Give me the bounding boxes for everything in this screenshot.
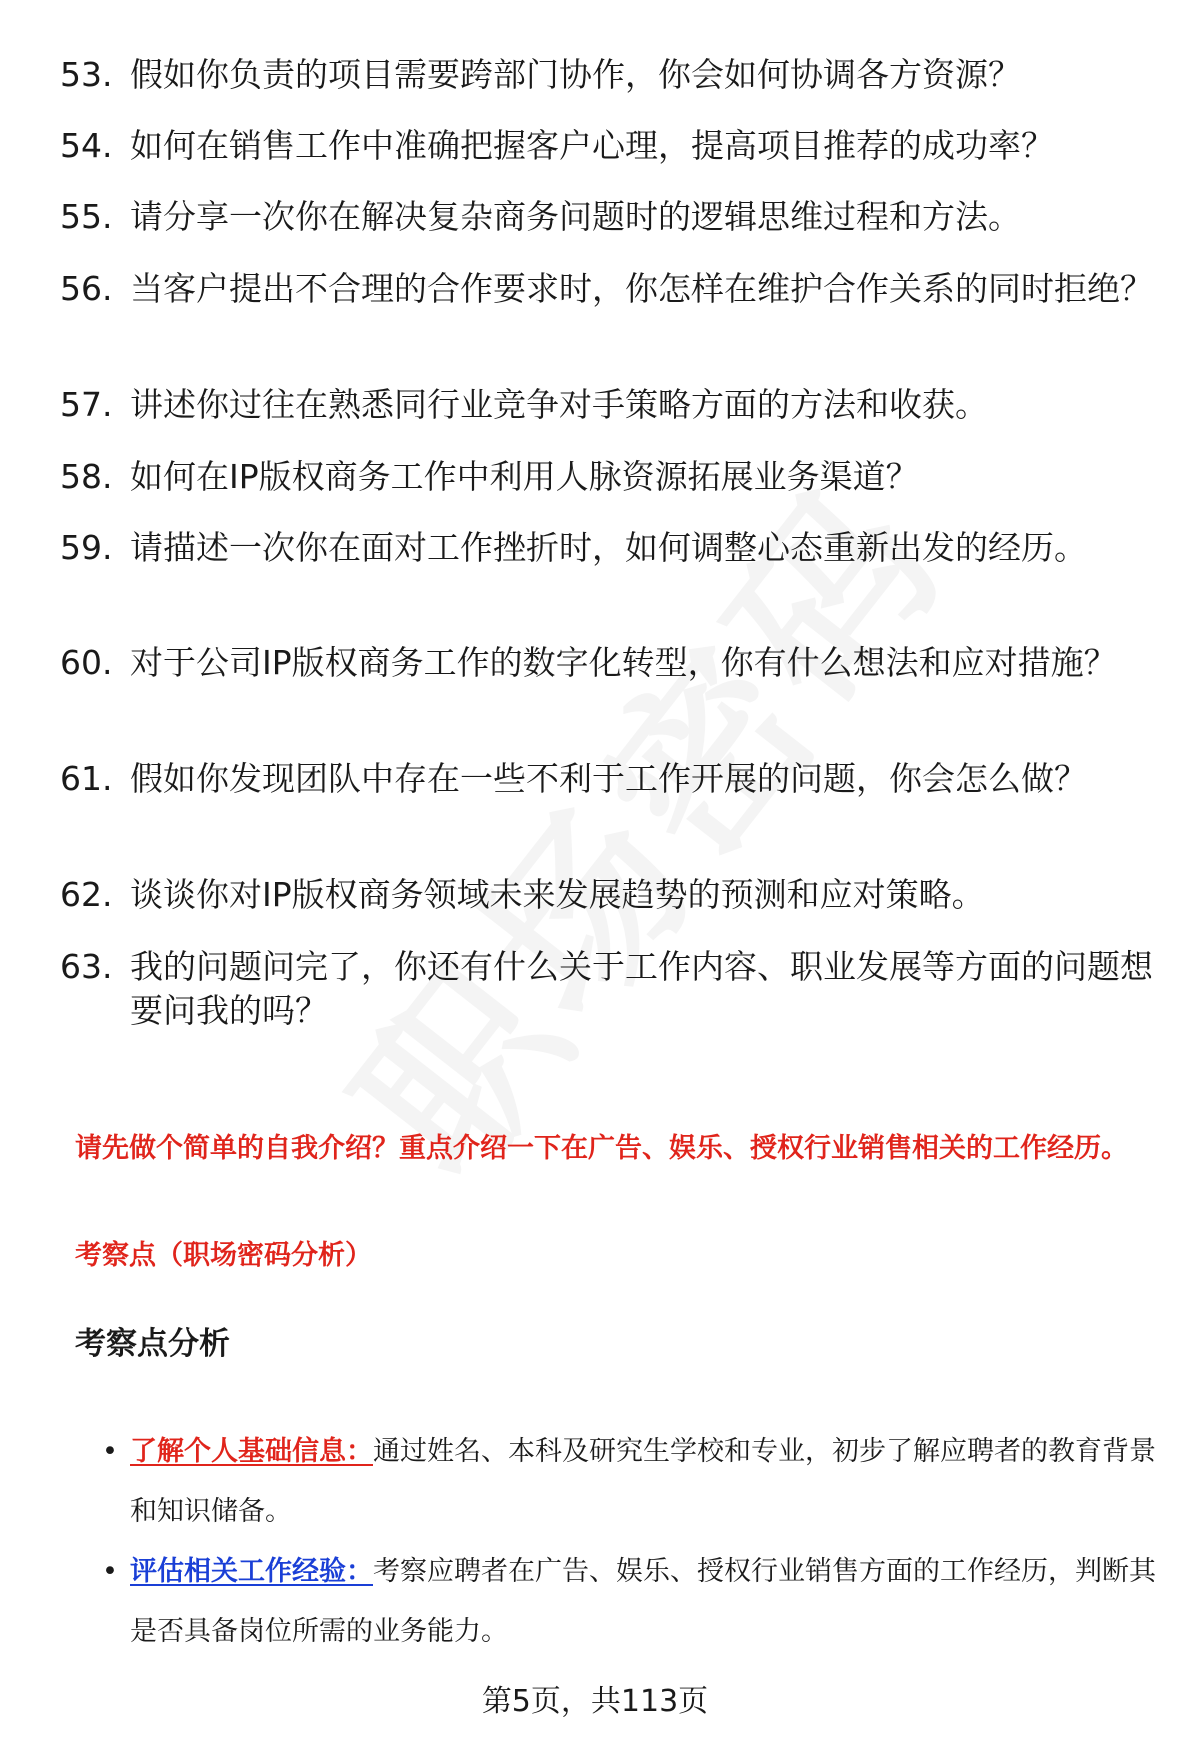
question-item (60, 641, 1160, 685)
bullet-label[interactable]: 评估相关工作经验： (130, 1556, 373, 1587)
question-item (60, 945, 1160, 1033)
section-title: 考察点分析 (75, 1326, 230, 1362)
question-number: 54. (60, 126, 113, 165)
question-item (60, 383, 1160, 427)
question-item (60, 53, 1160, 97)
question-item (60, 195, 1160, 239)
question-number: 61. (60, 759, 113, 798)
question-number: 55. (60, 197, 113, 236)
bullet-text: 通过姓名、本科及研究生学校和专业，初步了解应聘者的教育背景和知识储备。 (130, 1436, 1156, 1527)
question-number: 58. (60, 457, 113, 496)
bullet-icon: • (102, 1556, 118, 1587)
question-item (60, 124, 1160, 168)
question-text: 讲述你过往在熟悉同行业竞争对手策略方面的方法和收获。 (130, 385, 988, 424)
question-text: 请描述一次你在面对工作挫折时，如何调整心态重新出发的经历。 (130, 528, 1087, 567)
question-text: 如何在IP版权商务工作中利用人脉资源拓展业务渠道？ (130, 457, 919, 496)
question-number: 56. (60, 269, 113, 308)
question-item (60, 267, 1160, 311)
question-item (60, 873, 1160, 917)
question-item (60, 526, 1160, 570)
analysis-link[interactable]: 考察点（职场密码分析） (75, 1240, 372, 1271)
bullet-label[interactable]: 了解个人基础信息： (130, 1436, 373, 1467)
question-text: 对于公司IP版权商务工作的数字化转型，你有什么想法和应对措施？ (130, 643, 1117, 682)
highlight-question: 请先做个简单的自我介绍？重点介绍一下在广告、娱乐、授权行业销售相关的工作经历。 (75, 1133, 1128, 1164)
question-number: 63. (60, 947, 113, 986)
question-text: 谈谈你对IP版权商务领域未来发展趋势的预测和应对策略。 (130, 875, 985, 914)
bullet-icon: • (102, 1436, 118, 1467)
question-text: 当客户提出不合理的合作要求时，你怎样在维护合作关系的同时拒绝？ (130, 269, 1153, 308)
question-text: 请分享一次你在解决复杂商务问题时的逻辑思维过程和方法。 (130, 197, 1021, 236)
question-number: 57. (60, 385, 113, 424)
question-text: 如何在销售工作中准确把握客户心理，提高项目推荐的成功率？ (130, 126, 1054, 165)
question-number: 53. (60, 55, 113, 94)
list-item (100, 1542, 1160, 1662)
question-text: 我的问题问完了，你还有什么关于工作内容、职业发展等方面的问题想要问我的吗？ (130, 947, 1153, 1030)
analysis-bullet-list (100, 1422, 1160, 1662)
question-item (60, 455, 1160, 499)
question-number: 62. (60, 875, 113, 914)
question-text: 假如你负责的项目需要跨部门协作，你会如何协调各方资源？ (130, 55, 1021, 94)
question-number: 59. (60, 528, 113, 567)
list-item (100, 1422, 1160, 1542)
page-number: 第5页，共113页 (481, 1684, 709, 1719)
question-text: 假如你发现团队中存在一些不利于工作开展的问题，你会怎么做？ (130, 759, 1087, 798)
question-item (60, 757, 1160, 801)
bullet-text: 考察应聘者在广告、娱乐、授权行业销售方面的工作经历，判断其是否具备岗位所需的业务能力。 (130, 1556, 1156, 1647)
question-number: 60. (60, 643, 113, 682)
